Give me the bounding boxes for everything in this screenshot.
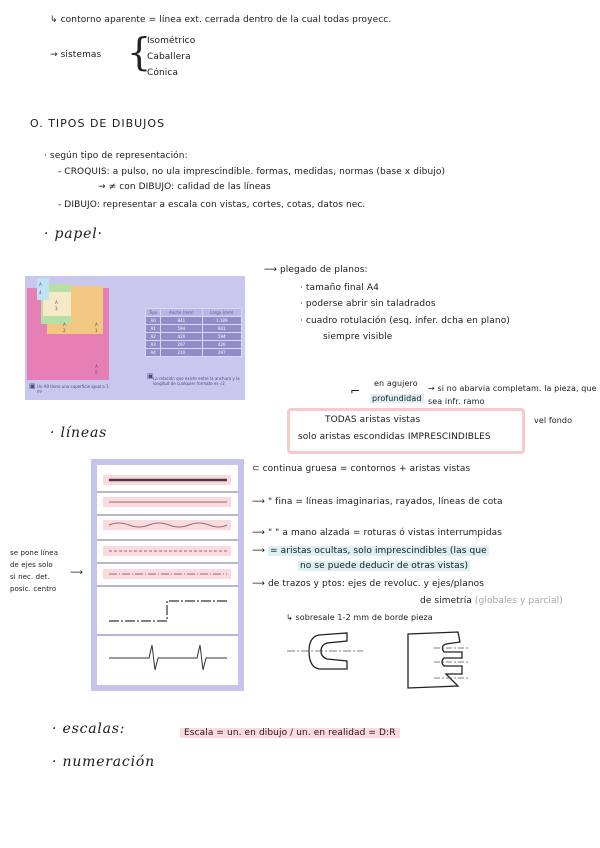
table-cell: 420 <box>202 341 241 349</box>
table-cell: 841 <box>202 325 241 333</box>
table-cell: A4 <box>146 349 161 357</box>
trazos-text: de trazos y ptos: ejes de revoluc. y ejes/planos <box>267 579 485 589</box>
sobresale-text: sobresale 1-2 mm de borde pieza <box>295 613 433 622</box>
sheet-label: A <box>39 282 42 287</box>
arrow-right-icon: ⟶ <box>264 265 278 275</box>
croquis-note <box>98 182 271 193</box>
numeracion-title: · numeración <box>52 754 155 770</box>
arrow-right-icon: ⟶ <box>252 497 266 507</box>
rotura-line <box>109 645 227 670</box>
escalas-title: · escalas: <box>52 721 126 737</box>
sistema-item: Isométrico <box>147 36 196 46</box>
lineas-title: · líneas <box>50 425 108 441</box>
contorno-line <box>50 15 391 26</box>
step-line <box>109 601 227 621</box>
table-cell: 841 <box>161 317 202 325</box>
sheet-label: 1 <box>95 328 98 333</box>
trazos-line-text <box>252 579 484 590</box>
table-cell: 297 <box>202 349 241 357</box>
table-cell: 297 <box>161 341 202 349</box>
brace-icon: { <box>127 30 152 74</box>
table-header: Ancho (mm) <box>161 309 202 317</box>
table-cell: 1.189 <box>202 317 241 325</box>
arrow-right-icon: → <box>98 182 106 192</box>
sistemas-arrow <box>50 50 101 61</box>
table-cell: 210 <box>161 349 202 357</box>
left-note-line: se pone línea <box>10 549 59 557</box>
left-note-line: posic. centro <box>10 585 57 593</box>
table-header-row <box>146 309 242 317</box>
simetria-text: de simetría <box>420 596 472 606</box>
sheet-label: 4 <box>39 290 42 295</box>
highlight-alzada <box>103 520 231 530</box>
plegado-text: plegado de planos: <box>279 265 368 275</box>
fina-line <box>252 497 503 508</box>
table-row <box>146 341 242 349</box>
arrow-right-icon: ⟶ <box>252 579 266 589</box>
arrow-right-icon: ⟶ <box>70 568 84 578</box>
ocultas-text-2: no se puede deducir de otras vistas) <box>300 561 469 571</box>
sheet-label: A <box>95 322 98 327</box>
croquis-note-text: ≠ con DIBUJO: calidad de las líneas <box>108 182 271 192</box>
alzada-line <box>252 528 502 539</box>
clevis-sketch <box>285 627 365 677</box>
line-types-panel <box>97 465 238 685</box>
table-header: Largo (mm) <box>202 309 241 317</box>
info-icon: ▣ <box>29 382 36 390</box>
sistemas-label: sistemas <box>60 50 102 60</box>
hook-arrow-icon: ↳ <box>286 613 293 622</box>
croquis-text: - CROQUIS: a pulso, no ula imprescindible. formas, medidas, normas (base x dibujo) <box>58 167 446 177</box>
dibujo-text: - DIBUJO: representar a escala con vistas, cortes, cotas, datos nec. <box>58 200 366 210</box>
escalas-formula-text: Escala = un. en dibujo / un. en realidad = D:R <box>180 728 400 738</box>
bracket-icon: ⌐ <box>350 384 361 398</box>
arrow-right-icon: ⟶ <box>252 528 266 538</box>
alzada-text: " " a mano alzada = roturas ó vistas interrumpidas <box>267 528 503 538</box>
sheet-label: 3 <box>55 306 58 311</box>
left-note-line: de ejes solo <box>10 561 53 569</box>
section-title: O. TIPOS DE DIBUJOS <box>30 117 166 130</box>
sistema-item: Cónica <box>147 68 179 78</box>
agujero-text <box>374 378 418 389</box>
sheet-label: 2 <box>63 328 66 333</box>
left-note <box>10 547 58 595</box>
sobresale-line <box>286 612 433 623</box>
hook-arrow-icon: ↳ <box>50 15 58 25</box>
solo-aristas: solo aristas escondidas IMPRESCINDIBLES <box>298 432 491 442</box>
left-note-line: si nec. det. <box>10 573 50 581</box>
escalas-formula <box>180 728 400 739</box>
sheet-label: A <box>95 364 98 369</box>
profundidad-text <box>370 393 424 404</box>
block-sketch <box>404 628 474 690</box>
table-row <box>146 325 242 333</box>
ratio-note: La relación que existe entre la anchura y la longitud de cualquier formato es √2 <box>153 376 240 386</box>
a0-note: Un A0 tiene una superficie igual a 1 m² <box>37 384 109 394</box>
table-row <box>146 349 242 357</box>
agujero-label: en agujero <box>374 379 418 388</box>
ocultas-text: = aristas ocultas, solo imprescindibles (las que <box>269 546 487 556</box>
table-row <box>146 317 242 325</box>
sheet-label: 0 <box>95 370 98 375</box>
plegado-item: · cuadro rotulación (esq. infer. dcha en plano) <box>300 316 510 326</box>
sheet-label: A <box>63 322 66 327</box>
info-icon: ▣ <box>147 372 154 380</box>
bracket-arrow-icon: ⊂ <box>252 464 260 474</box>
line-types-figure <box>91 459 244 691</box>
fina-text: " fina = líneas imaginarias, rayados, líneas de cota <box>267 497 503 507</box>
continua-line <box>252 464 470 475</box>
simetria-grey-text: (globales y parcial) <box>474 596 563 606</box>
table-row <box>146 333 242 341</box>
plegado-item: · poderse abrir sin taladrados <box>300 299 436 309</box>
table-cell: 594 <box>161 325 202 333</box>
siempre-text: siempre visible <box>323 332 393 342</box>
table-cell: 594 <box>202 333 241 341</box>
table-cell: A3 <box>146 341 161 349</box>
line-samples <box>97 465 238 685</box>
sheet-label: A <box>55 300 58 305</box>
tipos-lead: · según tipo de representación: <box>44 151 188 161</box>
table-cell: A0 <box>146 317 161 325</box>
arrow-right-icon: ⟶ <box>252 546 266 556</box>
profundidad-label: profundidad <box>372 394 422 403</box>
table-cell: A2 <box>146 333 161 341</box>
table-header: Tipo <box>146 309 161 317</box>
table-cell: A1 <box>146 325 161 333</box>
table-cell: 420 <box>161 333 202 341</box>
vel-fondo: vel fondo <box>534 416 573 425</box>
plegado-line <box>264 265 368 276</box>
todas-aristas: TODAS aristas vistas <box>325 415 421 425</box>
simetria-line <box>420 596 563 607</box>
ocultas-line-2 <box>298 561 470 572</box>
plegado-item: · tamaño final A4 <box>300 283 379 293</box>
continua-text: continua gruesa = contornos + aristas vistas <box>262 464 471 474</box>
contorno-text: contorno aparente = línea ext. cerrada dentro de la cual todas proyecc. <box>60 15 392 25</box>
arrow-right-icon: → <box>50 50 58 60</box>
ocultas-line <box>252 546 489 557</box>
paper-sizes-table <box>145 308 242 357</box>
sistema-item: Caballera <box>147 52 191 62</box>
papel-title: · papel· <box>44 226 103 242</box>
agujero-note <box>428 382 598 408</box>
agujero-note-text: → si no abarvia completam. la pieza, que sea infr. ramo <box>428 384 597 406</box>
